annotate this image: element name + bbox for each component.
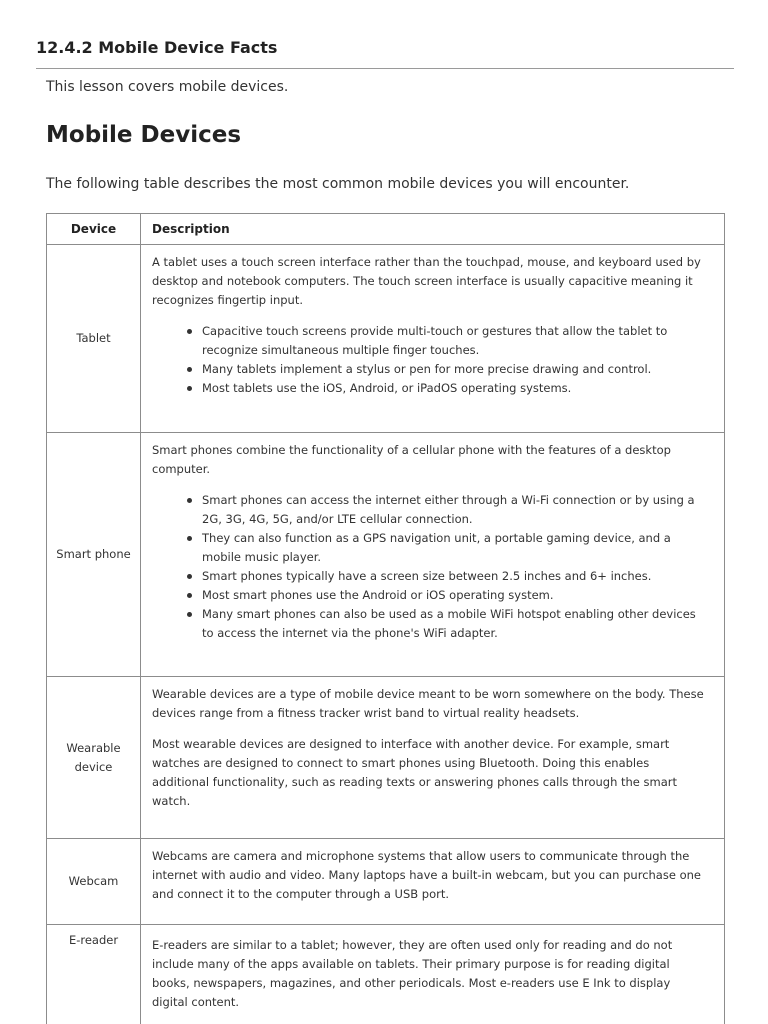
- description-paragraph: Smart phones combine the functionality of a cellular phone with the features of a desktop computer.: [152, 443, 671, 476]
- lesson-intro: This lesson covers mobile devices.: [46, 79, 289, 95]
- description-cell: [141, 925, 725, 1024]
- description-cell: [141, 677, 725, 839]
- bullet-list: [152, 491, 708, 643]
- section-heading: Mobile Devices: [46, 122, 242, 148]
- description-paragraph: A tablet uses a touch screen interface rather than the touchpad, mouse, and keyboard used by desktop and notebook computers. The touch screen interface is usually capacitive meaning it recognizes fingertip input.: [152, 255, 701, 307]
- description-cell: [141, 433, 725, 677]
- title-divider: [36, 68, 734, 69]
- bullet-item: Smart phones typically have a screen size between 2.5 inches and 6+ inches.: [202, 567, 708, 586]
- bullet-item: Many smart phones can also be used as a mobile WiFi hotspot enabling other devices to access the internet via the phone's WiFi adapter.: [202, 605, 708, 643]
- description-cell: [141, 245, 725, 433]
- bullet-list: [152, 322, 708, 398]
- table-row-webcam: [47, 839, 725, 925]
- lesson-title: 12.4.2 Mobile Device Facts: [36, 38, 278, 57]
- bullet-item: They can also function as a GPS navigation unit, a portable gaming device, and a mobile music player.: [202, 529, 708, 567]
- description-paragraph: Most wearable devices are designed to interface with another device. For example, smart watches are designed to connect to smart phones using Bluetooth. Doing this enables additional functionality, such as reading texts or answering phones calls through the smart watch.: [152, 737, 678, 808]
- table-header-row: [47, 214, 725, 245]
- bullet-item: Many tablets implement a stylus or pen for more precise drawing and control.: [202, 360, 708, 379]
- bullet-item: Capacitive touch screens provide multi-touch or gestures that allow the tablet to recognize simultaneous multiple finger touches.: [202, 322, 708, 360]
- device-cell: Smart phone: [47, 433, 141, 677]
- description-paragraph: E-readers are similar to a tablet; however, they are often used only for reading and do not include many of the apps available on tablets. Their primary purpose is for reading digital books, newspapers, magazines, and other periodicals. Most e-readers use E Ink to display digital content.: [152, 938, 673, 1009]
- description-cell: [141, 839, 725, 925]
- bullet-item: Most tablets use the iOS, Android, or iPadOS operating systems.: [202, 379, 708, 398]
- device-cell: Wearable device: [47, 677, 141, 839]
- device-cell: Webcam: [47, 839, 141, 925]
- device-column-header: Device: [47, 214, 141, 245]
- device-cell: Tablet: [47, 245, 141, 433]
- table-row-e-reader: [47, 925, 725, 1024]
- table-intro: The following table describes the most common mobile devices you will encounter.: [46, 176, 630, 192]
- device-cell: E-reader: [47, 925, 141, 1024]
- bullet-item: Smart phones can access the internet either through a Wi-Fi connection or by using a 2G, 3G, 4G, 5G, and/or LTE cellular connection.: [202, 491, 708, 529]
- mobile-devices-table: [46, 213, 725, 1024]
- bullet-item: Most smart phones use the Android or iOS operating system.: [202, 586, 708, 605]
- table-row-tablet: [47, 245, 725, 433]
- description-paragraph: Webcams are camera and microphone systems that allow users to communicate through the internet with audio and video. Many laptops have a built-in webcam, but you can purchase one and connect it to the computer through a USB port.: [152, 849, 701, 901]
- table-row-smart-phone: [47, 433, 725, 677]
- table-row-wearable-device: [47, 677, 725, 839]
- description-column-header: Description: [141, 214, 725, 245]
- description-paragraph: Wearable devices are a type of mobile device meant to be worn somewhere on the body. These devices range from a fitness tracker wrist band to virtual reality headsets.: [152, 687, 704, 720]
